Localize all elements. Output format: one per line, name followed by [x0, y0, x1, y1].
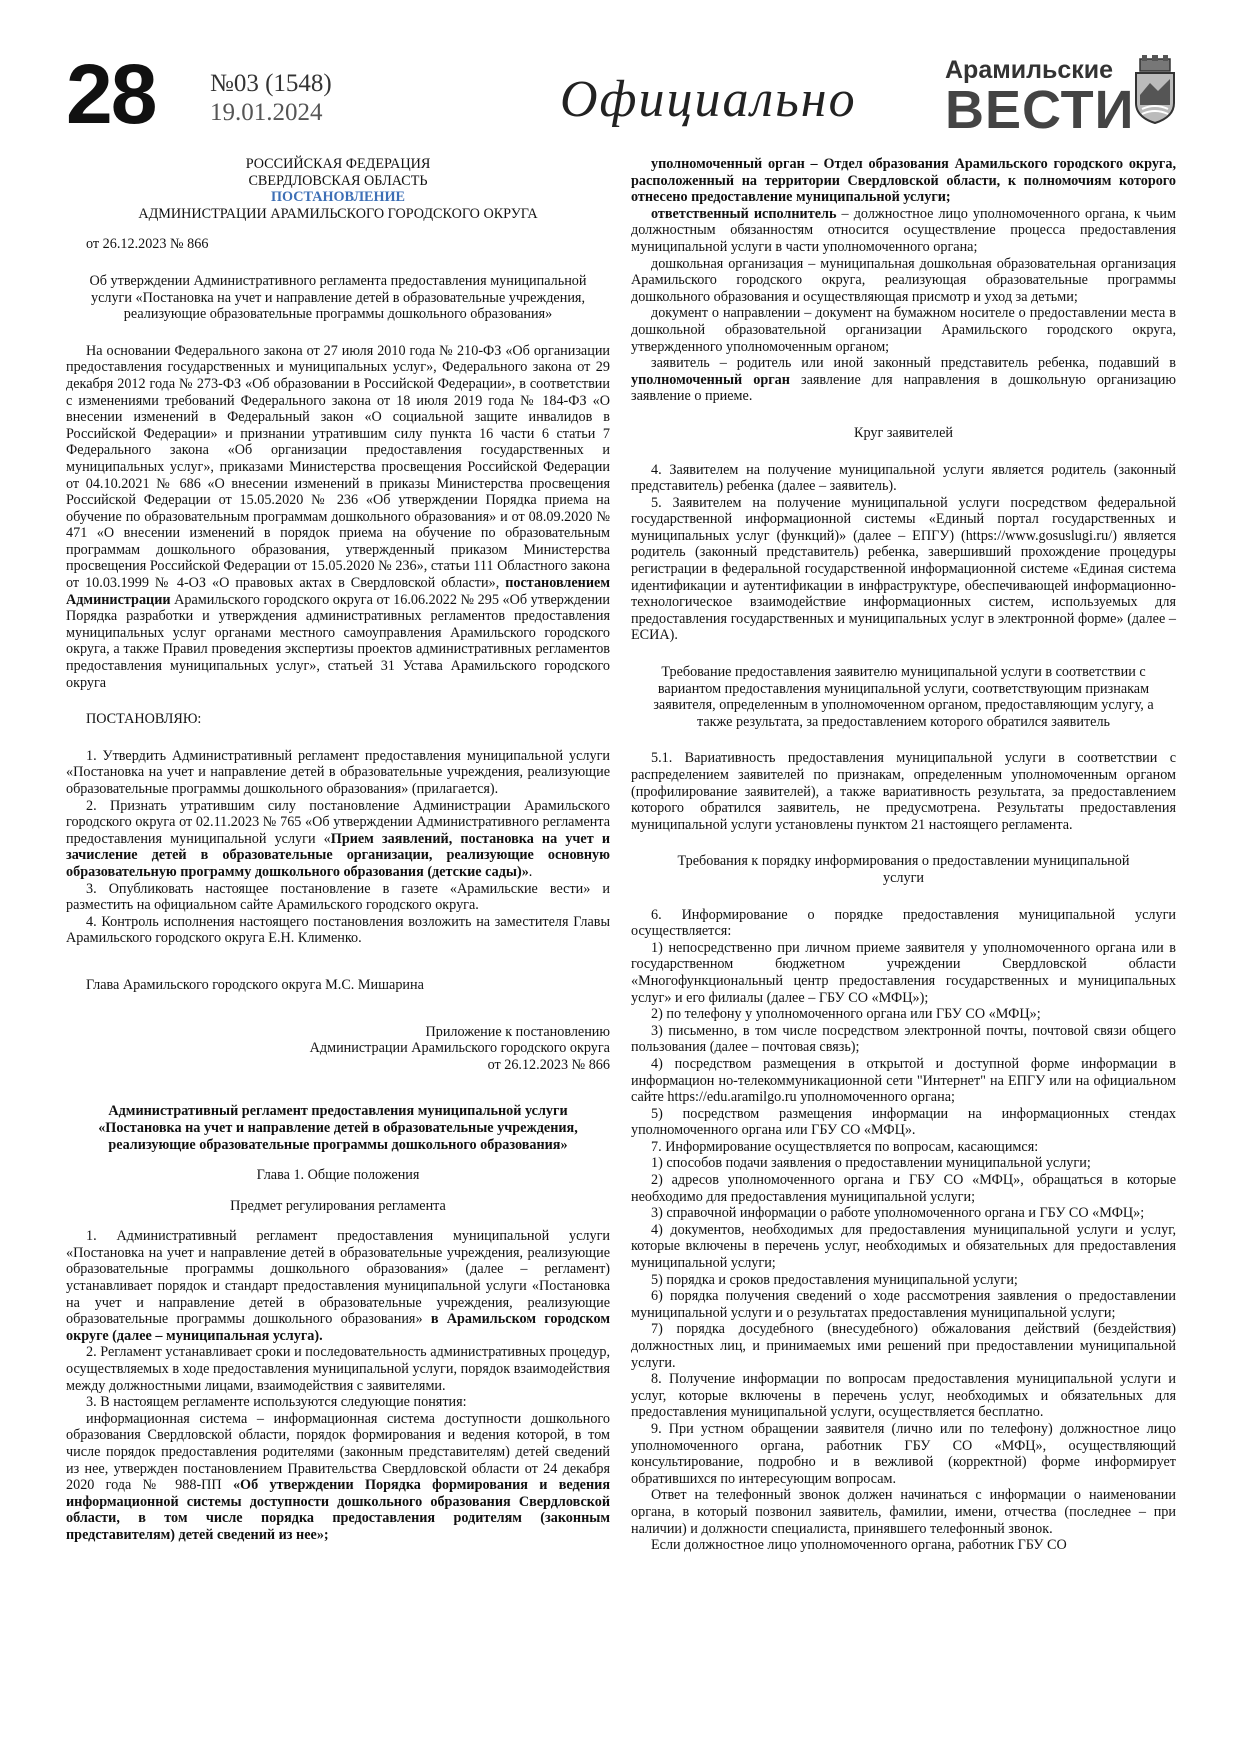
regulation-p3: 3. В настоящем регламенте используются следующие понятия: — [86, 1394, 467, 1411]
right-column — [631, 156, 1176, 1554]
p6-item-1: 1) непосредственно при личном приеме заявителя у уполномоченного органа или в государственном бюджетном учреждении Свердловской области «Многофункциональный центр предоставления государственных и муниципальных услуг» и его филиалы (далее – ГБУ СО «МФЦ»); — [631, 939, 1176, 1006]
coat-of-arms-icon — [1130, 55, 1180, 125]
issue-info — [210, 70, 332, 128]
regulation-title: Административный регламент предоставления муниципальной услуги «Постановка на учет и направление детей в образовательные учреждения, реализующие образовательные программы дошкольного образования» — [98, 1103, 578, 1153]
definition-info-system: информационная система – информационная система доступности дошкольного образования Свердловской области, порядок формирования и ведения которой, в том числе порядок предоставления родителями (законным представителям) детей сведений из нее, утвержден постановлением Правительства Свердловской области от 24 декабря 2020 года № 988-ПП «Об утверждении Порядка формирования и ведения информационной системы доступности дошкольного образования Свердловской области, в том числе порядка предоставления родителям (законным представителям) детей сведений из нее»; — [66, 1410, 610, 1543]
regulation-p4: 4. Заявителем на получение муниципальной услуги является родитель (законный представитель) ребенка (далее – заявитель). — [631, 461, 1176, 495]
regulation-p8: 8. Получение информации по вопросам предоставления муниципальной услуги и услуг, которые включены в перечень услуг, необходимых и обязательных для предоставления муниципальной услуги, осуществляется бесплатно. — [631, 1371, 1176, 1421]
resolution-date: от 26.12.2023 № 866 — [86, 236, 209, 253]
header-resolution: ПОСТАНОВЛЕНИЕ — [270, 189, 406, 206]
regulation-p5-1: 5.1. Вариативность предоставления муниципальной услуги в соответствии с распределением заявителей по признакам, определенным уполномоченным органом (профилирование заявителей), а также вариативность результата, за предоставлением которого обратился заявитель, не предусмотрена. Результаты предоставления муниципальной услуги установлены пунктом 21 настоящего регламента. — [631, 750, 1176, 833]
page-number: 28 — [66, 47, 156, 141]
logo-main-text: ВЕСТИ — [945, 80, 1135, 140]
regulation-p5: 5. Заявителем на получение муниципальной услуги посредством федеральной государственной информационной системы «Единый портал государственных и муниципальных услуг (функций)» (далее – ЕПГУ) (https://www.gosuslugi.ru/) является родитель (законный представитель) ребенка, завершивший прохождение процедуры регистрации в федеральной государственной информационной системе «Единая система идентификации и аутентификации в инфраструктуре, обеспечивающей информационно-технологическое взаимодействие информационных систем, используемых для предоставления государственных и муниципальных услуг в электронной форме» (далее – ЕСИА). — [631, 494, 1176, 644]
header-region: СВЕРДЛОВСКАЯ ОБЛАСТЬ — [248, 172, 428, 189]
p7-item-7: 7) порядка досудебного (внесудебного) обжалования действий (бездействия) должностных лиц, и принимаемых ими решений при предоставлении муниципальной услуги. — [631, 1321, 1176, 1371]
definition-executor: ответственный исполнитель – должностное лицо уполномоченного органа, к чьим должностным обязанностям относится осуществление процесса предоставления муниципальной услуги в части уполномоченного органа; — [631, 205, 1176, 255]
regulation-p9: 9. При устном обращении заявителя (лично или по телефону) должностное лицо уполномоченного органа, работник ГБУ СО «МФЦ», осуществляющий консультирование, подробно и в вежливой (корректной) форме информирует обратившихся по интересующим вопросам. — [631, 1420, 1176, 1487]
resolution-item-1: 1. Утвердить Административный регламент предоставления муниципальной услуги «Постановка на учет и направление детей в образовательные учреждения, реализующие образовательные программы дошкольного образования» (прилагается). — [66, 747, 610, 797]
applicants-heading: Круг заявителей — [853, 424, 953, 441]
subject-heading: Предмет регулирования регламента — [230, 1197, 446, 1214]
resolution-item-3: 3. Опубликовать настоящее постановление в газете «Арамильские вести» и разместить на официальном сайте Арамильского городского округа. — [66, 880, 610, 914]
header-administration: АДМИНИСТРАЦИИ АРАМИЛЬСКОГО ГОРОДСКОГО ОКРУГА — [138, 205, 538, 222]
p6-item-2: 2) по телефону у уполномоченного органа или ГБУ СО «МФЦ»; — [651, 1006, 1041, 1023]
resolution-title: Об утверждении Административного регламента предоставления муниципальной услуги «Постановка на учет и направление детей в образовательные учреждения, реализующие образовательные программы дошкольного образования» — [89, 272, 587, 323]
p6-item-5: 5) посредством размещения информации на информационных стендах уполномоченного органа или ГБУ СО «МФЦ». — [631, 1105, 1176, 1139]
logo-top-text: Арамильские — [945, 56, 1114, 84]
regulation-p6: 6. Информирование о порядке предоставления муниципальной услуги осуществляется: — [631, 906, 1176, 940]
p7-item-6: 6) порядка получения сведений о ходе рассмотрения заявления о предоставлении муниципальной услуги и о результатах предоставления муниципальной услуги; — [631, 1288, 1176, 1321]
definition-applicant: заявитель – родитель или иной законный представитель ребенка, подавший в уполномоченный орган заявление для направления в дошкольную организацию заявление о приеме. — [631, 355, 1176, 405]
section-title: Официально — [560, 71, 857, 128]
requirement-heading: Требование предоставления заявителю муниципальной услуги в соответствии с вариантом предоставления муниципальной услуги, соответствующим признакам заявителя, определенным в уполномоченном органом, предоставляющим услугу, а также результата, за предоставлением которого обратился заявитель — [653, 664, 1154, 730]
issue-number: №03 (1548) — [210, 70, 332, 97]
definition-preschool: дошкольная организация – муниципальная дошкольная образовательная организация Арамильского городского округа, реализующая образовательные программы дошкольного образования и осуществляющая присмотр и уход за детьми; — [631, 255, 1176, 305]
regulation-p7: 7. Информирование осуществляется по вопросам, касающимся: — [651, 1138, 1039, 1155]
chapter-1-heading: Глава 1. Общие положения — [256, 1167, 420, 1184]
appendix-line-2: Администрации Арамильского городского округа — [309, 1040, 610, 1057]
definition-referral: документ о направлении – документ на бумажном носителе о предоставлении места в дошкольной образовательной организации Арамильского городского округа, утвержденного уполномоченным органом; — [631, 305, 1176, 355]
newspaper-logo — [945, 56, 1135, 140]
left-column — [66, 156, 610, 1544]
preamble: На основании Федерального закона от 27 июля 2010 года № 210-ФЗ «Об организации предоставления государственных и муниципальных услуг», Федерального закона от 29 декабря 2012 года № 273-ФЗ «Об образовании в Российской Федерации», в соответствии с изменениями требований Федерального закона от 18 июля 2019 года № 184-ФЗ «О внесении изменений в Федеральный закон «О социальной защите инвалидов в Российской Федерации» и признании утратившим силу пункта 16 части 6 статьи 7 Федерального закона «Об организации предоставления государственных и муниципальных услуг», приказами Министерства просвещения Российской Федерации от 04.10.2021 № 686 «О внесении изменений в приказы Министерства просвещения Российской Федерации от 15.05.2020 № 236 «Об утверждении Порядка приема на обучение по образовательным программам дошкольного образования» и от 08.09.2020 № 471 «О внесении изменений в порядок приема на обучение по образовательным программам дошкольного образования, утвержденный приказом Министерства просвещения Российской Федерации от 15.05.2020 № 236», статьи 111 Областного закона от 10.03.1999 № 4-ОЗ «О правовых актах в Свердловской области», постановлением Администрации Арамильского городского округа от 16.06.2022 № 295 «Об утверждении Порядка разработки и утверждения административных регламентов предоставления муниципальных услуг органами местного самоуправления Арамильского городского округа, а также Правил проведения экспертизы проектов административных регламентов предоставления муниципальных услуг», статьей 31 Устава Арамильского городского округа — [66, 342, 610, 691]
p7-item-1: 1) способов подачи заявления о предоставлении муниципальной услуги; — [651, 1155, 1091, 1172]
p7-item-5: 5) порядка и сроков предоставления муниципальной услуги; — [651, 1271, 1018, 1288]
informing-heading: Требования к порядку информирования о предоставлении муниципальной услуги — [677, 853, 1130, 886]
p7-item-4: 4) документов, необходимых для предоставления муниципальной услуги и услуг, которые включены в перечень услуг, необходимых и обязательных для предоставления муниципальной услуги; — [631, 1221, 1176, 1272]
p6-item-3: 3) письменно, в том числе посредством электронной почты, почтовой связи общего пользования (далее – почтовая связь); — [631, 1022, 1176, 1056]
definition-authority: уполномоченный орган – Отдел образования Арамильского городского округа, расположенный на территории Свердловской области, к полномочиям которого отнесено предоставление муниципальной услуги; — [631, 156, 1176, 206]
p7-item-2: 2) адресов уполномоченного органа и ГБУ СО «МФЦ», обращаться в которые необходимо для предоставления муниципальной услуги; — [631, 1172, 1176, 1205]
p7-item-3: 3) справочной информации о работе уполномоченного органа и ГБУ СО «МФЦ»; — [651, 1205, 1145, 1222]
regulation-p2: 2. Регламент устанавливает сроки и последовательность административных процедур, осуществляемых в ходе предоставления муниципальной услуги, порядок взаимодействия между должностными лицами, взаимодействия с заявителями. — [66, 1344, 610, 1394]
appendix-line-1: Приложение к постановлению — [425, 1023, 610, 1040]
signature: Глава Арамильского городского округа М.С. Мишарина — [86, 976, 424, 993]
regulation-p1: 1. Административный регламент предоставления муниципальной услуги «Постановка на учет и направление детей в образовательные учреждения, реализующие образовательные программы дошкольного образования» (далее – регламент) устанавливает порядок и стандарт предоставления муниципальной услуги «Постановка на учет и направление детей в образовательные учреждения, реализующие образовательные программы дошкольного образования» в Арамильском городском округе (далее – муниципальная услуга). — [66, 1228, 611, 1344]
resolution-item-4: 4. Контроль исполнения настоящего постановления возложить на заместителя Главы Арамильского городского округа Е.Н. Клименко. — [66, 913, 610, 947]
appendix-line-3: от 26.12.2023 № 866 — [487, 1056, 610, 1073]
p6-item-4: 4) посредством размещения в открытой и доступной форме информации в информацион но-телекоммуникационной сети "Интернет" на ЕПГУ или на официальном сайте https://edu.aramilgo.ru уполномоченного органа; — [631, 1055, 1176, 1106]
phone-answer-rule: Ответ на телефонный звонок должен начинаться с информации о наименовании органа, в который позвонил заявитель, фамилии, имени, отчества (последнее – при наличии) и должности специалиста, принявшего телефонный звонок. — [631, 1487, 1176, 1537]
resolve-word: ПОСТАНОВЛЯЮ: — [86, 711, 202, 728]
header-federation: РОССИЙСКАЯ ФЕДЕРАЦИЯ — [245, 156, 431, 172]
issue-date: 19.01.2024 — [210, 98, 323, 126]
continuation-line: Если должностное лицо уполномоченного органа, работник ГБУ СО — [651, 1537, 1067, 1554]
resolution-item-2: 2. Признать утратившим силу постановление Администрации Арамильского городского округа от 02.11.2023 № 765 «Об утверждении Административного регламента предоставления муниципальной услуги «Прием заявлений, постановка на учет и зачисление детей в образовательные организации, реализующие основную образовательную программу дошкольного образования (детские сады)». — [66, 797, 610, 880]
